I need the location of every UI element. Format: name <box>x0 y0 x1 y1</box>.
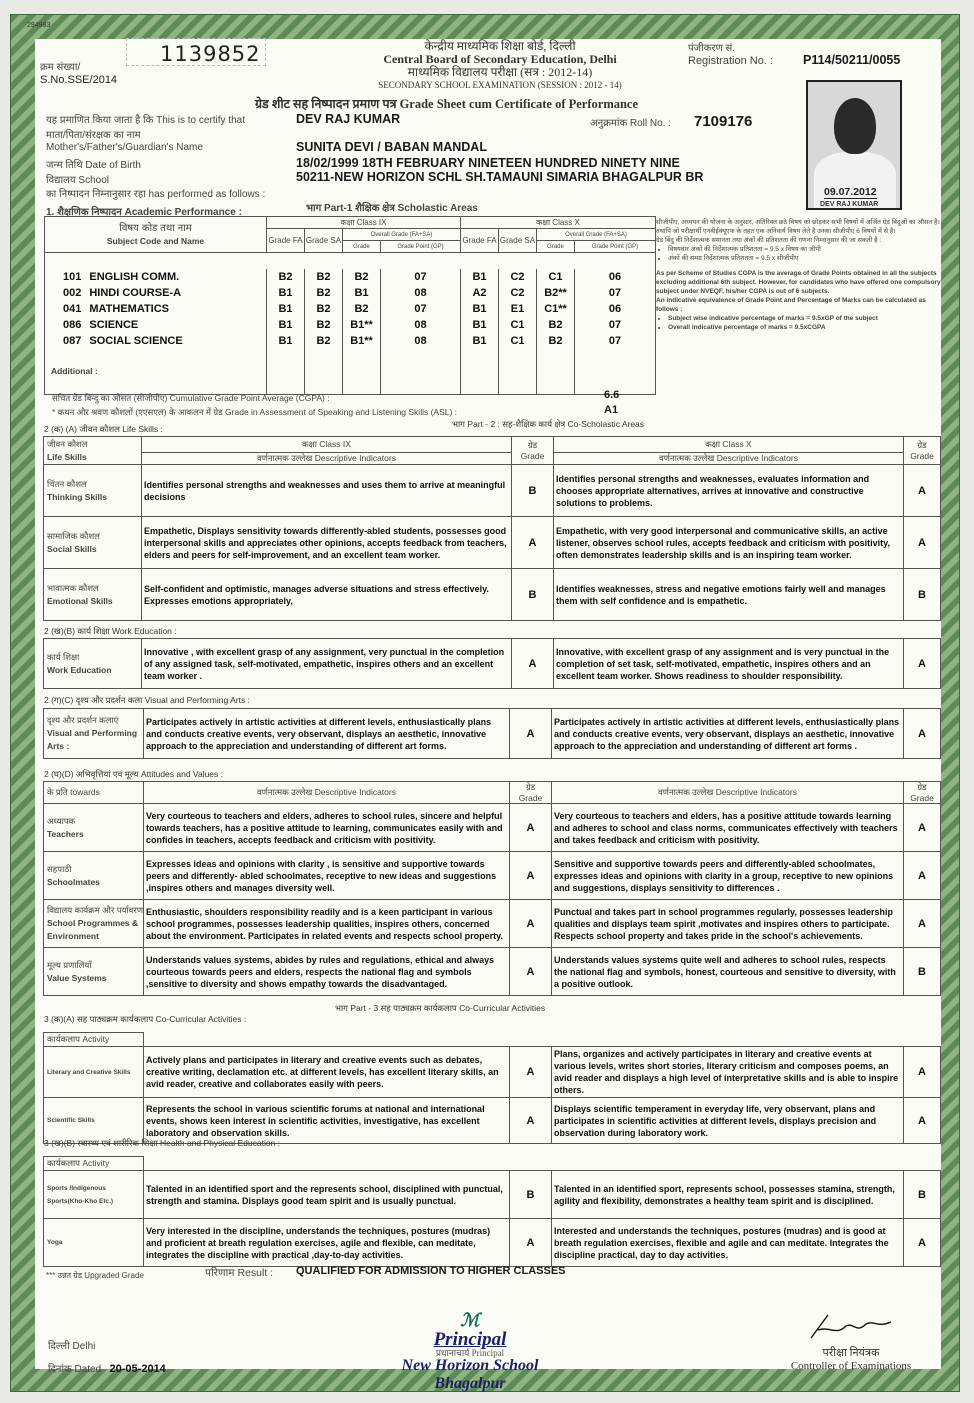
class9-indicator: Talented in an identified sport and the represents school, disciplined with punctual, strength and stamina. Displays good team spirit and is usually punctual. <box>144 1171 510 1219</box>
class10-grade: A <box>904 1098 941 1144</box>
grade-cell-ix-gp: 08 <box>381 333 461 349</box>
indicator-row <box>44 569 941 621</box>
grade-cell-ix-sa: B2 <box>305 333 343 349</box>
result-value: QUALIFIED FOR ADMISSION TO HIGHER CLASSES <box>296 1265 566 1277</box>
exam-name-en: SECONDARY SCHOOL EXAMINATION (SESSION : 2012 - 14) <box>378 80 622 90</box>
photo-date: 09.07.2012 <box>824 186 877 198</box>
date-of-birth: 18/02/1999 18TH FEBRUARY NINETEEN HUNDRED NINETY NINE <box>296 156 680 170</box>
skill-label-hi: अध्यापक <box>47 815 76 826</box>
activity-name: Scientific Skills <box>47 1117 95 1124</box>
indicator-row <box>44 517 941 569</box>
life-skills-title: 2 (क) (A) जीवन कौशल Life Skills : <box>44 424 163 434</box>
grade-cell-ix-grade: B1** <box>343 317 381 333</box>
class9-indicator: Innovative , with excellent grasp of any assignment, very punctual in the completion of any assigned task, self-motivated, empathetic, inspires others and an excellent team worker . <box>142 639 512 689</box>
subject-row <box>45 269 656 285</box>
class10-grade: A <box>904 804 941 852</box>
school-name: 50211-NEW HORIZON SCHL SH.TAMAUNI SIMARIA BHAGALPUR BR <box>296 170 704 184</box>
class10-grade: B <box>904 569 941 621</box>
class10-grade: A <box>904 465 941 517</box>
grade-cell-x-sa: C2 <box>499 285 537 301</box>
skill-label-en: Visual and Performing Arts : <box>47 728 138 751</box>
skill-label <box>44 804 144 852</box>
grade-cell-x-grade: C1 <box>537 269 575 285</box>
class9-grade: A <box>512 517 554 569</box>
cgpa-label: संचित ग्रेड बिन्दु का औसत (सीजीपीए) Cumulative Grade Point Average (CGPA) : <box>52 393 330 403</box>
class10-indicator: Identifies weaknesses, stress and negative emotions fairly well and manages them with self confidence and is empathetic. <box>554 569 904 621</box>
grade-cell-x-gp: 06 <box>575 269 656 285</box>
indicator-row <box>44 852 941 900</box>
class9-indicator: Enthusiastic, shoulders responsibility readily and is a keen participant in various school programmes, possesses leadership qualities, inspires others, concerned about the environment. Participates in related events and respects school property. <box>144 900 510 948</box>
class10-indicator: Talented in an identified sport, represents school, possesses stamina, strength, agility and flexibility, demonstrates a healthy team spirit and is disciplined. <box>552 1171 904 1219</box>
grade-cell-x-sa: E1 <box>499 301 537 317</box>
parent-label-hi: माता/पिता/संरक्षक का नाम <box>46 130 141 141</box>
grade-cell-ix-gp: 08 <box>381 285 461 301</box>
skill-label-hi: चिंतन कौशल <box>47 478 87 489</box>
activity-name: Literary and Creative Skills <box>47 1068 131 1076</box>
board-name-en: Central Board of Secondary Education, Delhi <box>383 52 617 66</box>
signature-icon <box>806 1312 896 1342</box>
cocurricular-title: 3 (क)(A) सह पाठ्यक्रम कार्यकलाप Co-Curricular Activities : <box>44 1014 247 1024</box>
skill-label <box>44 465 142 517</box>
skill-label <box>44 852 144 900</box>
photo-caption: DEV RAJ KUMAR <box>820 201 879 208</box>
indicator-row <box>44 639 941 689</box>
academic-section-title: 1. शैक्षणिक निष्पादन Academic Performance : <box>46 207 242 218</box>
indicator-row <box>44 709 941 759</box>
scholastic-table: विषय कोड तथा नाम Subject Code and Name कक्षा Class IX कक्षा Class X Grade FA Grade SA Overall Grade (FA+SA) Grade FA Grade SA Overall Grade (FA+SA) Grade Grade Point (GP) Grade Grade Point (GP) 101 ENGLISH COMM. B2 B2 B2 07 B1 C2 C1 06 002 HINDI COURSE-A B1 B2 B1 08 A2 C2 B2** 07 041 MATHEMATICS B1 B2 B2 07 B1 E1 C1** 06 086 SCIENCE B1 B2 B1** 08 B1 C1 B2 07 087 SOCIAL SCIENCE B1 B2 B1** 08 B1 C1 B2 07 Additional : <box>44 216 656 395</box>
skill-label <box>44 1219 144 1267</box>
indicator-row <box>44 1047 941 1098</box>
class10-grade: A <box>904 900 941 948</box>
grade-cell-ix-fa: B1 <box>267 333 305 349</box>
part2-title: भाग Part - 2 : सह-शैक्षिक कार्य क्षेत्र Co-Scholastic Areas <box>452 419 645 429</box>
subject-title: SOCIAL SCIENCE <box>89 334 183 347</box>
class9-grade: A <box>510 709 552 759</box>
grade-cell-ix-gp: 07 <box>381 301 461 317</box>
grade-cell-x-gp: 07 <box>575 333 656 349</box>
serial-number: 1139852 <box>160 42 261 66</box>
class10-indicator: Very courteous to teachers and elders, has a positive attitude towards learning and adheres to school and class norms, communicates effectively with teachers and takes feedback and criticism with positivity. <box>552 804 904 852</box>
grade-cell-ix-sa: B2 <box>305 269 343 285</box>
parent-name: SUNITA DEVI / BABAN MANDAL <box>296 140 487 154</box>
place-date: दिल्ली Delhi दिनांक Dated 20-05-2014 <box>48 1341 166 1375</box>
asl-label: * कथन और श्रवण कौशलों (एएसएल) के आकलन में ग्रेड Grade in Assessment of Speaking and Listening Skills (ASL) : <box>52 407 458 417</box>
upgraded-note: *** उन्नत ग्रेड Upgraded Grade <box>46 1271 144 1280</box>
indicator-row <box>44 1098 941 1144</box>
class9-header: कक्षा Class IX <box>267 217 461 229</box>
principal-stamp: ℳ Principal प्रधानाचार्य Principal New Horizon School Bhagalpur <box>380 1310 560 1393</box>
board-header <box>320 40 680 92</box>
activity-name: Sports /Indigenous Sports(Kho-Kho Etc.) <box>47 1184 114 1205</box>
skill-label <box>44 948 144 996</box>
grade-cell-x-fa: A2 <box>461 285 499 301</box>
document-number: 294983 <box>27 22 51 29</box>
principal-signature: ℳ <box>460 1310 480 1330</box>
grade-cell-ix-grade: B2 <box>343 269 381 285</box>
class9-grade: A <box>510 804 552 852</box>
exam-name-hi: माध्यमिक विद्यालय परीक्षा (सत्र : 2012-14) <box>407 65 593 79</box>
grade-cell-x-fa: B1 <box>461 269 499 285</box>
arts-title: 2 (ग)(C) दृश्य और प्रदर्शन कला Visual and Performing Arts : <box>44 695 250 705</box>
skill-label-hi: सहपाठी <box>47 863 72 874</box>
subject-row <box>45 285 656 301</box>
result-label: परिणाम Result : <box>205 1267 274 1279</box>
skill-label-en: Thinking Skills <box>47 491 107 502</box>
indicator-row <box>44 900 941 948</box>
class10-header: कक्षा Class X <box>461 217 656 229</box>
skill-label <box>44 1171 144 1219</box>
class10-indicator: Innovative, with excellent grasp of any assignment and is very punctual in the completion of set task, self-motivated, empathetic, inspires others and an excellent team worker. Shows readiness to shoulder responsibility. <box>554 639 904 689</box>
skill-label <box>44 1047 144 1098</box>
skill-label-en: Teachers <box>47 828 84 839</box>
subject-row <box>45 333 656 349</box>
student-photo <box>806 80 902 210</box>
subject-title: HINDI COURSE-A <box>89 286 182 299</box>
attitudes-title: 2 (घ)(D) अभिवृत्तियां एवं मूल्य Attitudes and Values : <box>44 769 224 779</box>
class10-grade: A <box>904 709 941 759</box>
board-name-hi: केन्द्रीय माध्यमिक शिक्षा बोर्ड, दिल्ली <box>424 39 576 53</box>
skill-label <box>44 900 144 948</box>
class9-grade: A <box>510 1047 552 1098</box>
activity-name: Yoga <box>47 1239 63 1246</box>
class9-indicator: Empathetic, Displays sensitivity towards differently-abled students, possesses good interpersonal skills and appreciates other opinions, accepts feedback from teachers, elders and peers for self-improvement, and an excellent team worker. <box>142 517 512 569</box>
grade-cell-x-sa: C2 <box>499 269 537 285</box>
class10-indicator: Punctual and takes part in school programmes regularly, possesses leadership qualities and displays team spirit ,motivates and inspires others to participate. Respects school property and takes pride in the school's achievements. <box>552 900 904 948</box>
grade-cell-x-grade: B2** <box>537 285 575 301</box>
skill-label-en: Social Skills <box>47 543 97 554</box>
dated-value: 20-05-2014 <box>109 1363 166 1375</box>
class10-indicator: Understands values systems quite well and adheres to school rules, respects the national flag and symbols, honest, courteous and sensitive to diversity, with a positive outlook. <box>552 948 904 996</box>
serial-number-label: क्रम संख्या/ S.No.SSE/2014 <box>40 62 118 86</box>
grade-cell-ix-fa: B1 <box>267 285 305 301</box>
certify-label: यह प्रमाणित किया जाता है कि This is to certify that <box>46 115 246 126</box>
class10-grade: B <box>904 1171 941 1219</box>
grade-cell-x-grade: C1** <box>537 301 575 317</box>
class10-indicator: Interested and understands the techniques, postures (mudras) and is good at breath regulation exercises, flexible and agile and can meditate. Integrates the discipline practical, day to day activities. <box>552 1219 904 1267</box>
grade-cell-ix-sa: B2 <box>305 317 343 333</box>
skill-label-hi: कार्य शिक्षा <box>47 651 80 662</box>
grade-cell-x-sa: C1 <box>499 333 537 349</box>
cgpa-notes: सीजीपीए, अध्ययन की योजना के अनुसार, अतिरिक्त छठे विषय को छोड़कर सभी विषयों में अर्जित ग्रेड बिंदुओं का औसत है। तथापि जो परीक्षार्थी एनवीईक्यूएफ के तहत एक अनिवार्य विषय लेते है उनका सीजीपीए 6 विषयों में से है। ग्रेड बिंदु की निर्देशात्मक समानता तथा अंकों की प्रतिशतता की गणना निम्नानुसार की जा सकती है : • विषयवार अंकों की निर्देशात्मक प्रतिशतता = 9.5 x विषय का जीपी • अंकों की समग्र निर्देशात्मक प्रतिशतता = 9.5 x सीजीपीए As per Scheme of Studies CGPA is the average of Grade Points obtained in all the subjects excluding additional 6th subject. However, for candidates who have offered one compulsory subject under NVEQF, his/her CGPA is out of 6 subjects. An indicative equivalence of Grade Point and Percentage of Marks can be calculated as follows : • Subject wise indicative percentage of marks = 9.5xGP of the subject • Overall indicative percentage of marks = 9.5xCGPA <box>656 218 942 332</box>
grade-cell-ix-fa: B1 <box>267 317 305 333</box>
skill-label-hi: सामाजिक कौशल <box>47 530 100 541</box>
grade-cell-ix-gp: 07 <box>381 269 461 285</box>
registration-label: पंजीकरण सं. Registration No. : <box>688 43 773 67</box>
class9-indicator: Represents the school in various scientific forums at national and international events, shows keen interest in scientific activities, investigative, has excellent laboratory and observation skills. <box>144 1098 510 1144</box>
grade-cell-ix-fa: B2 <box>267 269 305 285</box>
class9-indicator: Very interested in the discipline, understands the techniques, postures (mudras) and proficient at breath regulation exercises, agile and flexible, can meditate, integrates the discipline with practical ,day-to-day activities. <box>144 1219 510 1267</box>
work-education-title: 2 (ख)(B) कार्य शिक्षा Work Education : <box>44 626 177 636</box>
health-table: कार्यकलाप Activity Sports /Indigenous Sports(Kho-Kho Etc.) Talented in an identified sport and the represents school, disciplined with punctual, strength and stamina. Displays good team spirit and is usually punctual. B Talented in an identified sport, represents school, possesses stamina, strength, agility and flexibility, demonstrates a healthy team spirit and is disciplined. B Yoga Very interested in the discipline, understands the techniques, postures (mudras) and proficient at breath regulation exercises, agile and flexible, can meditate, integrates the discipline with practical ,day-to-day activities. A Interested and understands the techniques, postures (mudras) and is good at breath regulation exercises, flexible and agile and can meditate. Integrates the discipline practical, day to day activities. A <box>43 1156 941 1267</box>
class9-indicator: Expresses ideas and opinions with clarity , is sensitive and supportive towards peers and differently- abled schoolmates, receptive to new ideas and suggestions ,inspires others and manages diversity well. <box>144 852 510 900</box>
class9-grade: A <box>510 1219 552 1267</box>
class10-indicator: Identifies personal strengths and weaknesses, evaluates information and chooses appropriate alternatives, arrives at innovative and constructive solutions to problems. <box>554 465 904 517</box>
class10-indicator: Plans, organizes and actively participates in literary and creative events at various levels, writes short stories, literary criticism and composes poems, an avid reader and displays a high level of interpretative skills and is able to inspire others. <box>552 1047 904 1098</box>
subject-name <box>45 269 267 285</box>
indicator-row <box>44 948 941 996</box>
subject-code: 086 <box>63 318 82 331</box>
cocurricular-table: कार्यकलाप Activity Literary and Creative Skills Actively plans and participates in literary and creative events such as debates, creative writing, declamation etc. at different levels, has excellent literary skills, an avid reader, creative and collaborates easily with peers. A Plans, organizes and actively participates in literary and creative events at various levels, writes short stories, literary criticism and composes poems, an avid reader and displays a high level of interpretative skills and is able to inspire others. A Scientific Skills Represents the school in various scientific forums at national and international events, shows keen interest in scientific activities, investigative, has excellent laboratory and observation skills. A Displays scientific temperament in everyday life, very observant, plans and participates in scientific activities at different levels, displays precision and observation during laboratory work. A <box>43 1032 941 1144</box>
grade-cell-x-sa: C1 <box>499 317 537 333</box>
class9-grade: B <box>512 569 554 621</box>
class9-indicator: Very courteous to teachers and elders, adheres to school rules, sincere and helpful towards teachers, has a positive attitude to learning, communicates easily with and confides in teachers, accepts feedback and criticism with positivity. <box>144 804 510 852</box>
class10-grade: A <box>904 1047 941 1098</box>
class9-grade: A <box>510 1098 552 1144</box>
roll-number: 7109176 <box>694 113 753 130</box>
life-skills-table: जीवन कौशल Life Skills कक्षा Class IX ग्रेड Grade कक्षा Class X ग्रेड Grade वर्णनात्मक उल्लेख Descriptive Indicators वर्णनात्मक उल्लेख Descriptive Indicators चिंतन कौशल Thinking Skills Identifies personal strengths and weaknesses and uses them to arrive at meaningful decisions B Identifies personal strengths and weaknesses, evaluates information and chooses appropriate alternatives, arrives at innovative and constructive solutions to problems. A सामाजिक कौशल Social Skills Empathetic, Displays sensitivity towards differently-abled students, possesses good interpersonal skills and appreciates other opinions, accepts feedback from teachers, elders and peers for self-improvement, and an excellent team worker. A Empathetic, with very good interpersonal and communicative skills, an active listener, observes school rules, accepts feedback and criticism with positivity, often demonstrates leadership skills and is an inspiring team worker. A भावात्मक कौशल Emotional Skills Self-confident and optimistic, manages adverse situations and stress effectively. Expresses emotions appropriately, B Identifies weaknesses, stress and negative emotions fairly well and manages them with self confidence and is empathetic. B <box>43 436 941 621</box>
skill-label-hi: भावात्मक कौशल <box>47 582 99 593</box>
indicator-row <box>44 1171 941 1219</box>
grade-cell-ix-gp: 08 <box>381 317 461 333</box>
subject-code: 041 <box>63 302 82 315</box>
grade-cell-x-gp: 06 <box>575 301 656 317</box>
subject-title: SCIENCE <box>89 318 139 331</box>
grade-cell-x-fa: B1 <box>461 301 499 317</box>
grade-cell-ix-sa: B2 <box>305 301 343 317</box>
skill-label <box>44 517 142 569</box>
skill-label-en: School Programmes & Environment <box>47 918 139 941</box>
class9-grade: A <box>510 900 552 948</box>
parent-label-en: Mother's/Father's/Guardian's Name <box>46 142 203 153</box>
roll-label: अनुक्रमांक Roll No. : <box>590 118 672 129</box>
grade-cell-x-gp: 07 <box>575 317 656 333</box>
grade-cell-x-fa: B1 <box>461 333 499 349</box>
subject-code: 101 <box>63 270 82 283</box>
class10-grade: A <box>904 1219 941 1267</box>
skill-label <box>44 639 142 689</box>
skill-label <box>44 1098 144 1144</box>
class10-grade: B <box>904 948 941 996</box>
grade-cell-ix-fa: B1 <box>267 301 305 317</box>
attitudes-table: के प्रति towards वर्णनात्मक उल्लेख Descriptive Indicators ग्रेड Grade वर्णनात्मक उल्लेख Descriptive Indicators ग्रेड Grade अध्यापक Teachers Very courteous to teachers and elders, adheres to school rules, sincere and helpful towards teachers, has a positive attitude to learning, communicates easily with and confides in teachers, accepts feedback and criticism with positivity. A Very courteous to teachers and elders, has a positive attitude towards learning and adheres to school and class norms, communicates effectively with teachers and takes feedback and criticism with positivity. A सहपाठी Schoolmates Expresses ideas and opinions with clarity , is sensitive and supportive towards peers and differently- abled schoolmates, receptive to new ideas and suggestions ,inspires others and manages diversity well. A Sensitive and supportive towards peers and differently-abled schoolmates, expresses ideas and opinions with clarity in a group, receptive to new opinions and suggestions, displays sensitivity to differences . A विद्यालय कार्यक्रम और पर्यावरण School Programmes & Environment Enthusiastic, shoulders responsibility readily and is a keen participant in various school programmes, possesses leadership qualities, inspires others, concerned about the environment. Participates in related events and respects school property. A Punctual and takes part in school programmes regularly, possesses leadership qualities and displays team spirit ,motivates and inspires others to participate. Respects school property and takes pride in the school's achievements. A मूल्य प्रणालियाँ Value Systems Understands values systems, abides by rules and regulations, ethical and always courteous towards peers and elders, respects the national flag and symbols ,sensitive to diversity and shows empathy towards the disadvantaged. A Understands values systems quite well and adheres to school rules, respects the national flag and symbols, honest, courteous and sensitive to diversity, with a positive outlook. B <box>43 781 941 996</box>
school-label: विद्यालय School <box>46 175 109 186</box>
grade-cell-x-gp: 07 <box>575 285 656 301</box>
part1-title: भाग Part-1 शैक्षिक क्षेत्र Scholastic Areas <box>306 203 478 214</box>
skill-label <box>44 709 144 759</box>
subject-row <box>45 301 656 317</box>
student-name: DEV RAJ KUMAR <box>296 112 401 126</box>
grade-cell-ix-grade: B2 <box>343 301 381 317</box>
grade-cell-ix-grade: B1 <box>343 285 381 301</box>
skill-label-en: Value Systems <box>47 972 107 983</box>
grade-cell-x-grade: B2 <box>537 333 575 349</box>
class10-indicator: Displays scientific temperament in everyday life, very observant, plans and participates in scientific activities at different levels, displays precision and observation during laboratory work. <box>552 1098 904 1144</box>
class10-indicator: Participates actively in artistic activities at different levels, enthusiastically plans and conducts creative events, very observant, displays an aesthetic, innovative approach to the appreciation and understanding of different art forms . <box>552 709 904 759</box>
subject-rows <box>45 269 656 349</box>
indicator-row <box>44 1219 941 1267</box>
cgpa-value: 6.6 <box>604 389 620 401</box>
health-title: 3 (ख)(B) स्वास्थ्य एवं शारीरिक शिक्षा Health and Physical Education : <box>44 1138 281 1148</box>
skill-label-hi: दृश्य और प्रदर्शन कलाएं <box>47 715 119 725</box>
dob-label: जन्म तिथि Date of Birth <box>46 160 141 171</box>
grade-cell-ix-sa: B2 <box>305 285 343 301</box>
indicator-row <box>44 465 941 517</box>
class9-indicator: Understands values systems, abides by rules and regulations, ethical and always courteous towards peers and elders, respects the national flag and symbols ,sensitive to diversity and shows empathy towards the disadvantaged. <box>144 948 510 996</box>
skill-label-en: Work Education <box>47 664 112 675</box>
class10-indicator: Sensitive and supportive towards peers and differently-abled schoolmates, expresses ideas and opinions with clarity in a group, receptive to new opinions and suggestions, displays sensitivity to differences . <box>552 852 904 900</box>
skill-label-en: Emotional Skills <box>47 595 113 606</box>
certificate-title: ग्रेड शीट सह निष्पादन प्रमाण पत्र Grade Sheet cum Certificate of Performance <box>255 97 639 111</box>
asl-value: A1 <box>604 404 619 416</box>
additional-label: Additional : <box>45 349 267 395</box>
indicator-row <box>44 804 941 852</box>
class9-indicator: Identifies personal strengths and weaknesses and uses them to arrive at meaningful decisions <box>142 465 512 517</box>
subject-code: 002 <box>63 286 82 299</box>
class9-grade: B <box>510 1171 552 1219</box>
part3-title: भाग Part - 3 सह पाठ्यक्रम कार्यकलाप Co-Curricular Activities <box>335 1003 546 1013</box>
controller-signature: परीक्षा नियंत्रक Controller of Examinations <box>776 1312 926 1372</box>
skill-label-en: Schoolmates <box>47 876 100 887</box>
subject-title: ENGLISH COMM. <box>89 270 180 283</box>
class9-indicator: Actively plans and participates in literary and creative events such as debates, creative writing, declamation etc. at different levels, has excellent literary skills, an avid reader, creative and collaborates easily with peers. <box>144 1047 510 1098</box>
class9-indicator: Self-confident and optimistic, manages adverse situations and stress effectively. Expresses emotions appropriately, <box>142 569 512 621</box>
class10-grade: A <box>904 517 941 569</box>
skill-label <box>44 569 142 621</box>
performed-label: का निष्पादन निम्नानुसार रहा has performed as follows : <box>46 189 266 200</box>
subject-name <box>45 317 267 333</box>
grade-cell-x-grade: B2 <box>537 317 575 333</box>
registration-number: P114/50211/0055 <box>803 53 901 67</box>
class10-grade: A <box>904 852 941 900</box>
subject-name <box>45 301 267 317</box>
class9-indicator: Participates actively in artistic activities at different levels, enthusiastically plans and conducts creative events, very observant, displays an aesthetic, innovative approach to the appreciation and understanding of different art forms. <box>144 709 510 759</box>
skill-label-hi: विद्यालय कार्यक्रम और पर्यावरण <box>47 905 144 915</box>
class9-grade: B <box>512 465 554 517</box>
class10-grade: A <box>904 639 941 689</box>
grade-cell-x-fa: B1 <box>461 317 499 333</box>
class9-grade: A <box>512 639 554 689</box>
subject-title: MATHEMATICS <box>89 302 169 315</box>
arts-table <box>43 708 941 759</box>
class10-indicator: Empathetic, with very good interpersonal and communicative skills, an active listener, observes school rules, accepts feedback and criticism with positivity, often demonstrates leadership skills and is an inspiring team worker. <box>554 517 904 569</box>
class9-grade: A <box>510 852 552 900</box>
subject-row <box>45 317 656 333</box>
work-education-table <box>43 638 941 689</box>
subject-name <box>45 285 267 301</box>
class9-grade: A <box>510 948 552 996</box>
subject-code: 087 <box>63 334 82 347</box>
subject-name <box>45 333 267 349</box>
grade-cell-ix-grade: B1** <box>343 333 381 349</box>
skill-label-hi: मूल्य प्रणालियाँ <box>47 959 92 970</box>
